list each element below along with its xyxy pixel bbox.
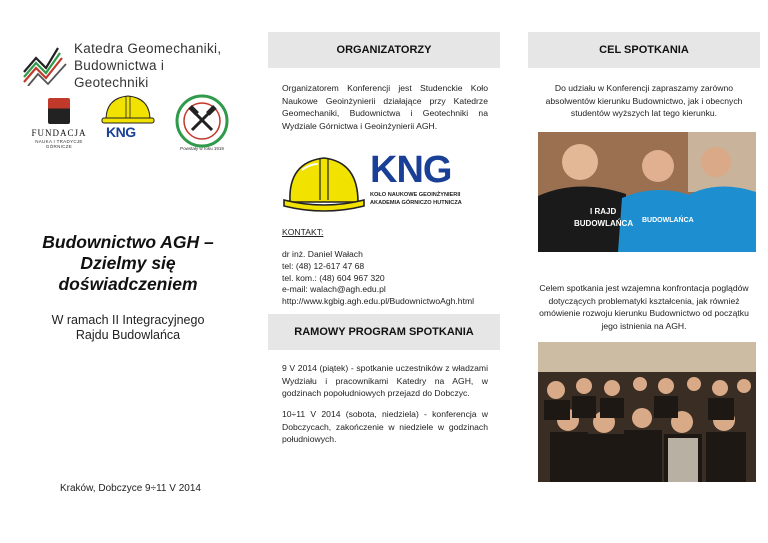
goal-text-2: Celem spotkania jest wzajemna konfrontacja poglądów dotyczących problematyki kształcenia, jak również omówienie rozwoju kierunku Budownictwo od początku jego istnienia na AGH. bbox=[539, 283, 749, 331]
subtitle-line-2: Rajdu Budowlańca bbox=[75, 328, 181, 342]
fundacja-logo bbox=[28, 92, 90, 150]
kng-small-label: KNG bbox=[106, 124, 136, 140]
event-location-date: Kraków, Dobczyce 9÷11 V 2014 bbox=[60, 483, 201, 494]
contact-mobile: tel. kom.: (48) 604 967 320 bbox=[282, 272, 385, 283]
kng-logo-sub1: KOŁO NAUKOWE GEOINŻYNIERII bbox=[370, 192, 461, 198]
students-photo-image bbox=[538, 132, 756, 252]
audience-photo-image bbox=[538, 342, 756, 482]
students-photo bbox=[538, 132, 756, 252]
kng-small-logo bbox=[100, 92, 156, 150]
logo-line-1: Katedra Geomechaniki, bbox=[74, 41, 222, 56]
contact-heading: KONTAKT: bbox=[282, 227, 324, 237]
event-title bbox=[0, 232, 256, 295]
shirt-text-3: BUDOWLAŃCA bbox=[642, 217, 694, 224]
shirt-text-1: I RAJD bbox=[590, 207, 617, 216]
kng-logo bbox=[280, 150, 490, 220]
fundacja-subtitle: NAUKA I TRADYCJE GÓRNICZE bbox=[35, 139, 83, 149]
logo-line-2: Budownictwa i Geotechniki bbox=[74, 58, 165, 90]
contact-details bbox=[282, 249, 502, 308]
organizers-text: Organizatorem Konferencji jest Studenckie Koło Naukowe Geoinżynierii działające przy Katedrze Geomechaniki, Budownictwa i Geotechniki na Wydziale Górnictwa i Geoinżynierii AGH. bbox=[282, 83, 488, 131]
title-line-3: doświadczeniem bbox=[58, 274, 198, 294]
kng-logo-text: KNG bbox=[370, 149, 452, 191]
circle-badge-logo bbox=[172, 94, 232, 152]
fundacja-mark-icon bbox=[48, 98, 70, 124]
audience-photo bbox=[538, 342, 756, 482]
title-line-2: Dzielmy się bbox=[80, 253, 176, 273]
department-logo bbox=[22, 40, 222, 88]
right-panel bbox=[528, 0, 760, 543]
contact-email[interactable]: e-mail: walach@agh.edu.pl bbox=[282, 284, 386, 295]
helmet-icon bbox=[280, 150, 366, 216]
goal-heading: CEL SPOTKANIA bbox=[528, 32, 760, 68]
program-item-2: 10÷11 V 2014 (sobota, niedziela) - konferencja w Dobczycach, zakończenie w niedziele w godzinach południowych. bbox=[282, 409, 488, 445]
subtitle-line-1: W ramach II Integracyjnego bbox=[51, 313, 205, 327]
partner-logos bbox=[28, 92, 238, 152]
goal-text-1: Do udziału w Konferencji zapraszamy zarówno absolwentów kierunku Budownictwo, jak i obecnych studentów wyższych lat tego kierunku. bbox=[545, 83, 743, 119]
contact-name: dr inż. Daniel Wałach bbox=[282, 249, 363, 259]
organizers-heading: ORGANIZATORZY bbox=[268, 32, 500, 68]
fundacja-name: FUNDACJA bbox=[31, 128, 87, 138]
middle-panel bbox=[268, 0, 500, 543]
department-logo-text bbox=[74, 40, 222, 91]
contact-phone: tel: (48) 12-617 47 68 bbox=[282, 260, 365, 271]
kng-logo-sub2: AKADEMIA GÓRNICZO HUTNICZA bbox=[370, 200, 462, 206]
program-item-1: 9 V 2014 (piątek) - spotkanie uczestników z władzami Wydziału i pracownikami Katedry na AGH, w godzinach popołudniowych przejazd do Dobczyc. bbox=[282, 363, 488, 399]
hammer-pick-icon bbox=[172, 94, 232, 148]
helmet-icon bbox=[100, 92, 156, 126]
badge-year: Powstały w roku 1919 bbox=[180, 146, 224, 151]
left-panel bbox=[0, 0, 256, 543]
shirt-text-2: BUDOWLAŃCA bbox=[574, 219, 634, 228]
contact-website-link[interactable]: http://www.kgbig.agh.edu.pl/BudownictwoAgh.html bbox=[282, 296, 475, 307]
title-line-1: Budownictwo AGH – bbox=[42, 232, 214, 252]
department-logo-icon bbox=[22, 42, 70, 86]
program-heading: RAMOWY PROGRAM SPOTKANIA bbox=[268, 314, 500, 350]
event-subtitle bbox=[0, 313, 256, 343]
